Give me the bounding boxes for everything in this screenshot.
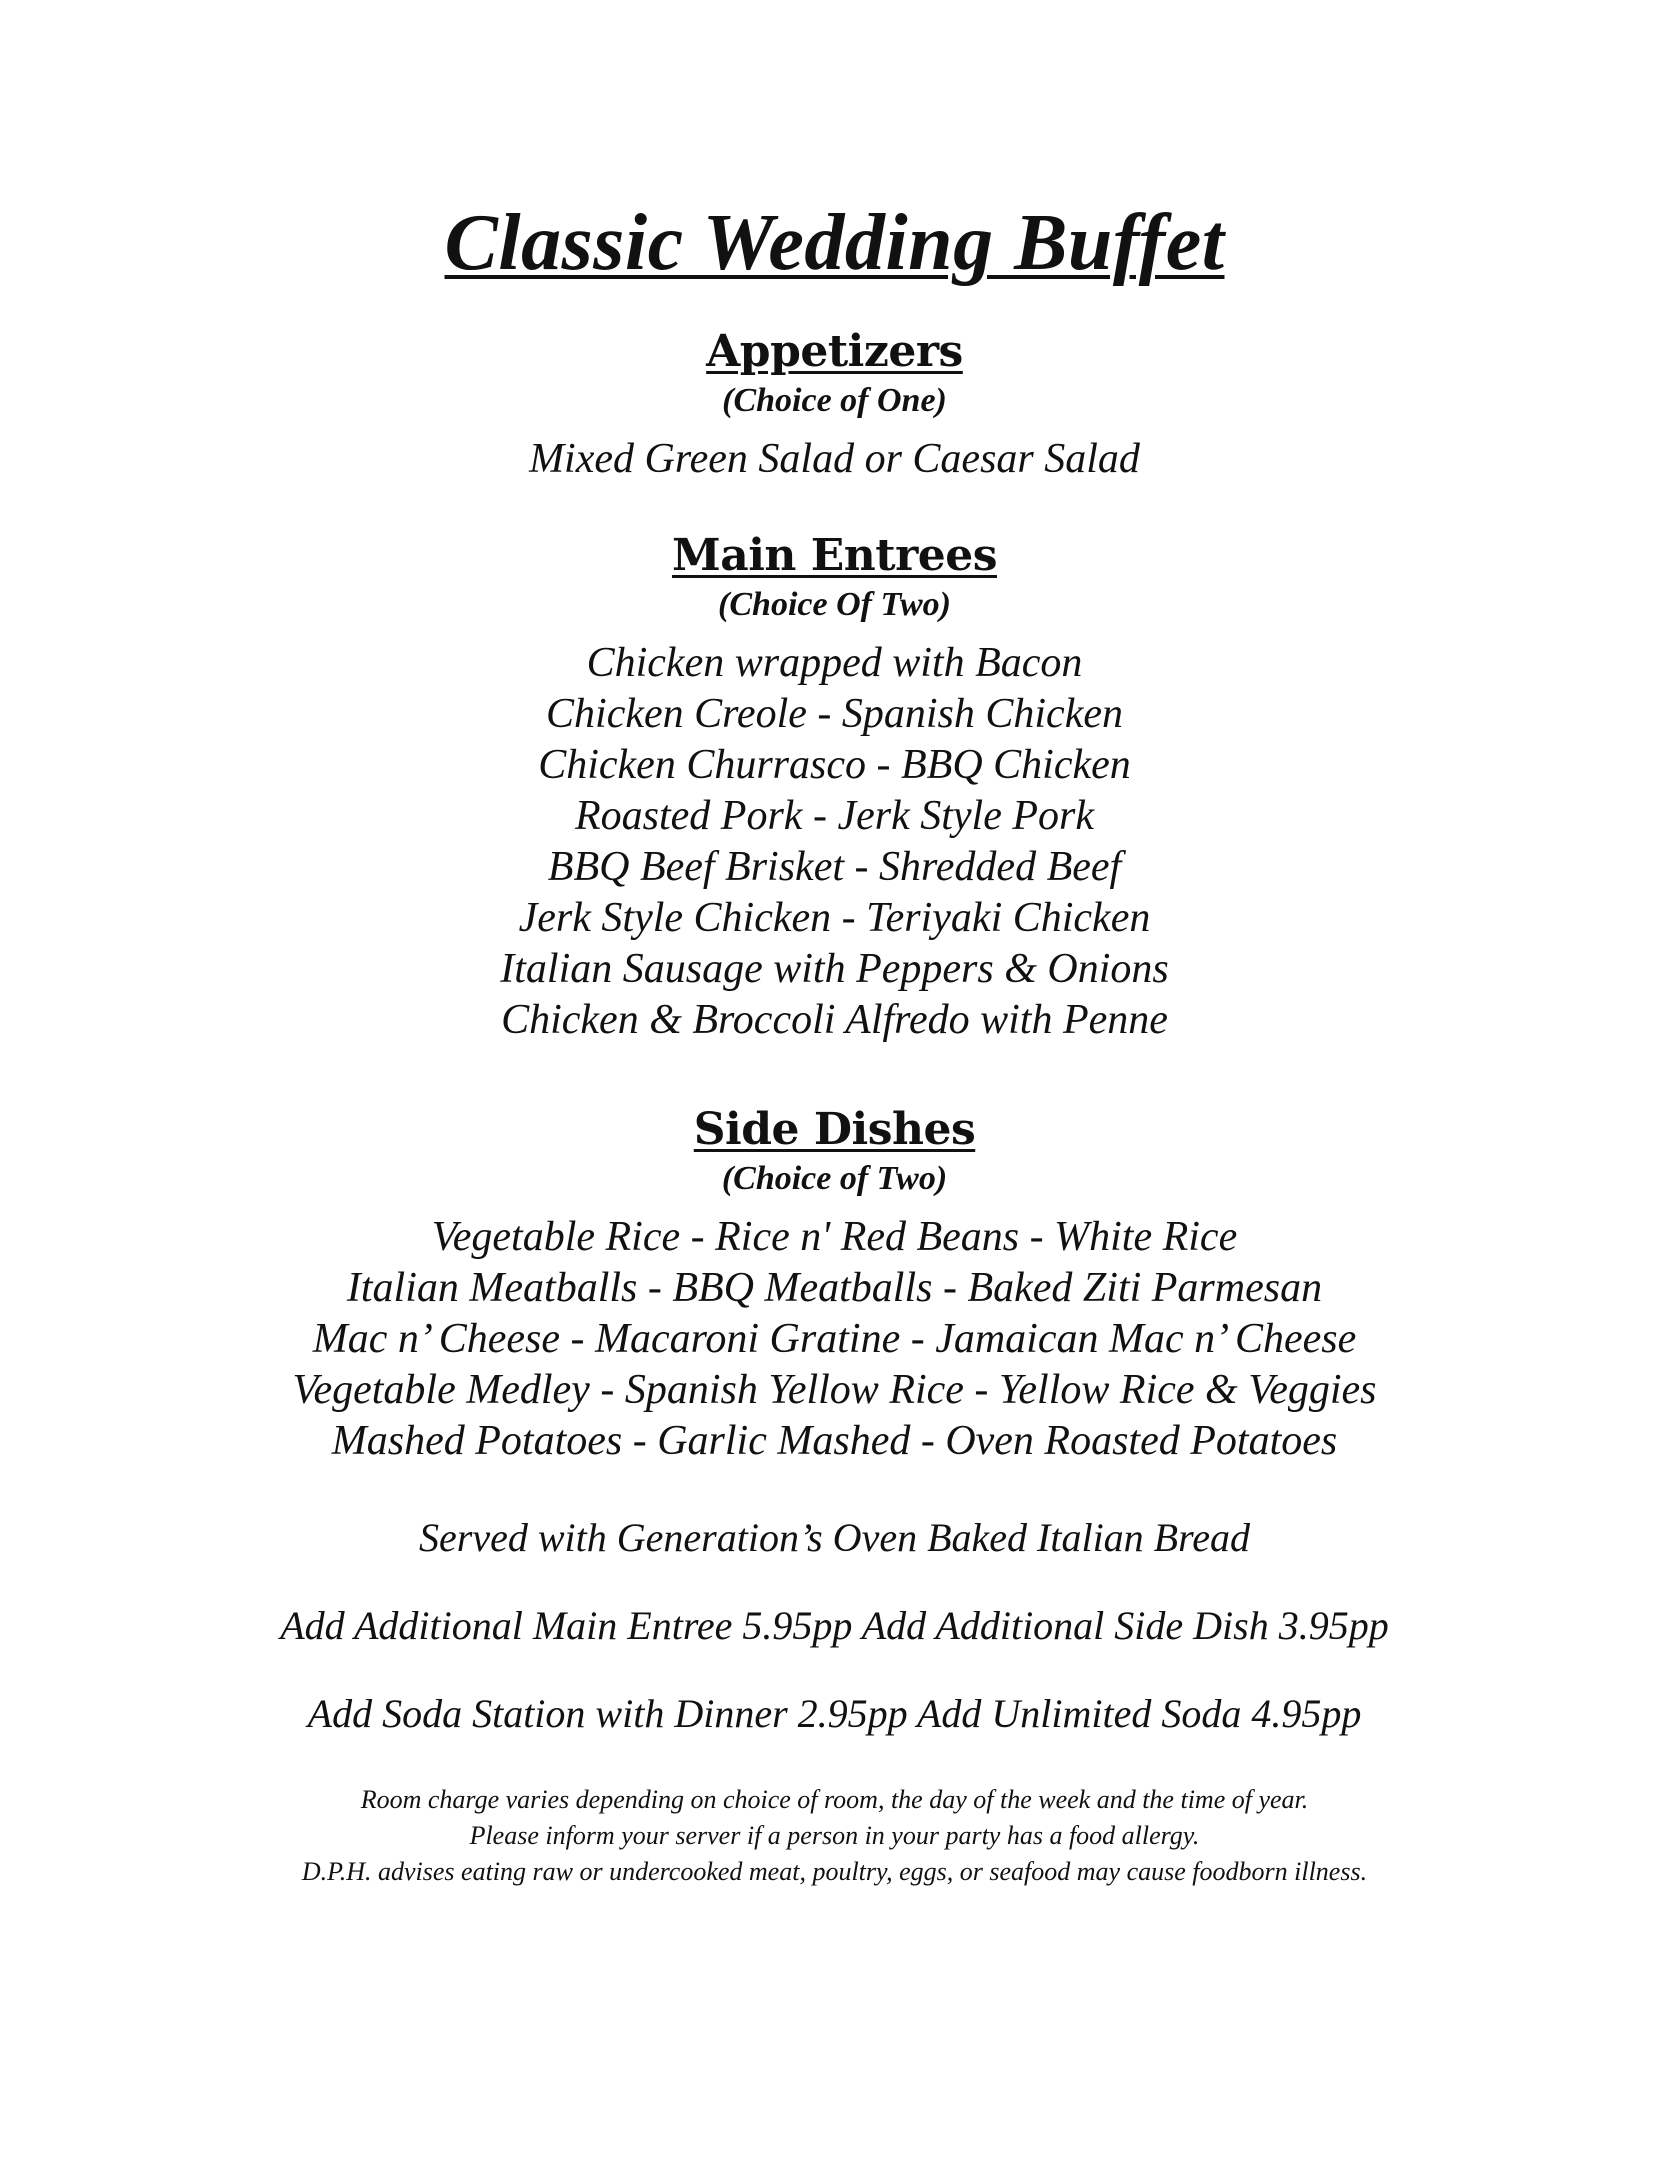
additional-items-note: Add Additional Main Entree 5.95pp Add Additional Side Dish 3.95pp (280, 1603, 1389, 1648)
list-item: Chicken & Broccoli Alfredo with Penne (501, 997, 1168, 1043)
appetizers-choice-note: (Choice of One) (722, 382, 947, 419)
list-item: Mac n’ Cheese - Macaroni Gratine - Jamaican Mac n’ Cheese (312, 1316, 1357, 1362)
list-item: Jerk Style Chicken - Teriyaki Chicken (518, 895, 1151, 941)
list-item: Italian Meatballs - BBQ Meatballs - Baked Ziti Parmesan (346, 1265, 1323, 1311)
room-charge-note: Room charge varies depending on choice of room, the day of the week and the time of year. (360, 1785, 1309, 1814)
main-entrees-choice-note: (Choice Of Two) (718, 586, 951, 623)
menu-title: Classic Wedding Buffet (444, 199, 1225, 287)
side-dishes-heading: Side Dishes (693, 1104, 976, 1155)
side-dishes-choice-note: (Choice of Two) (721, 1160, 948, 1197)
soda-note: Add Soda Station with Dinner 2.95pp Add Unlimited Soda 4.95pp (307, 1691, 1362, 1736)
allergy-note: Please inform your server if a person in your party has a food allergy. (469, 1821, 1200, 1850)
list-item: Vegetable Rice - Rice n' Red Beans - White Rice (431, 1214, 1238, 1260)
list-item: Roasted Pork - Jerk Style Pork (575, 793, 1094, 839)
main-entrees-heading: Main Entrees (671, 530, 998, 581)
fine-print (0, 1782, 1669, 1890)
list-item: Chicken wrapped with Bacon (586, 640, 1083, 686)
appetizers-heading: Appetizers (706, 326, 963, 377)
appetizers-item: Mixed Green Salad or Caesar Salad (529, 436, 1140, 482)
list-item: Chicken Creole - Spanish Chicken (546, 691, 1123, 737)
bread-note: Served with Generation’s Oven Baked Italian Bread (419, 1515, 1250, 1560)
main-entrees-list (0, 638, 1669, 1046)
list-item: Vegetable Medley - Spanish Yellow Rice - Yellow Rice & Veggies (292, 1367, 1377, 1413)
list-item: Chicken Churrasco - BBQ Chicken (538, 742, 1131, 788)
list-item: BBQ Beef Brisket - Shredded Beef (547, 844, 1122, 890)
dph-advisory-note: D.P.H. advises eating raw or undercooked meat, poultry, eggs, or seafood may cause foodborn illness. (301, 1857, 1368, 1886)
side-dishes-list (0, 1212, 1669, 1467)
list-item: Mashed Potatoes - Garlic Mashed - Oven Roasted Potatoes (331, 1418, 1338, 1464)
list-item: Italian Sausage with Peppers & Onions (500, 946, 1169, 992)
